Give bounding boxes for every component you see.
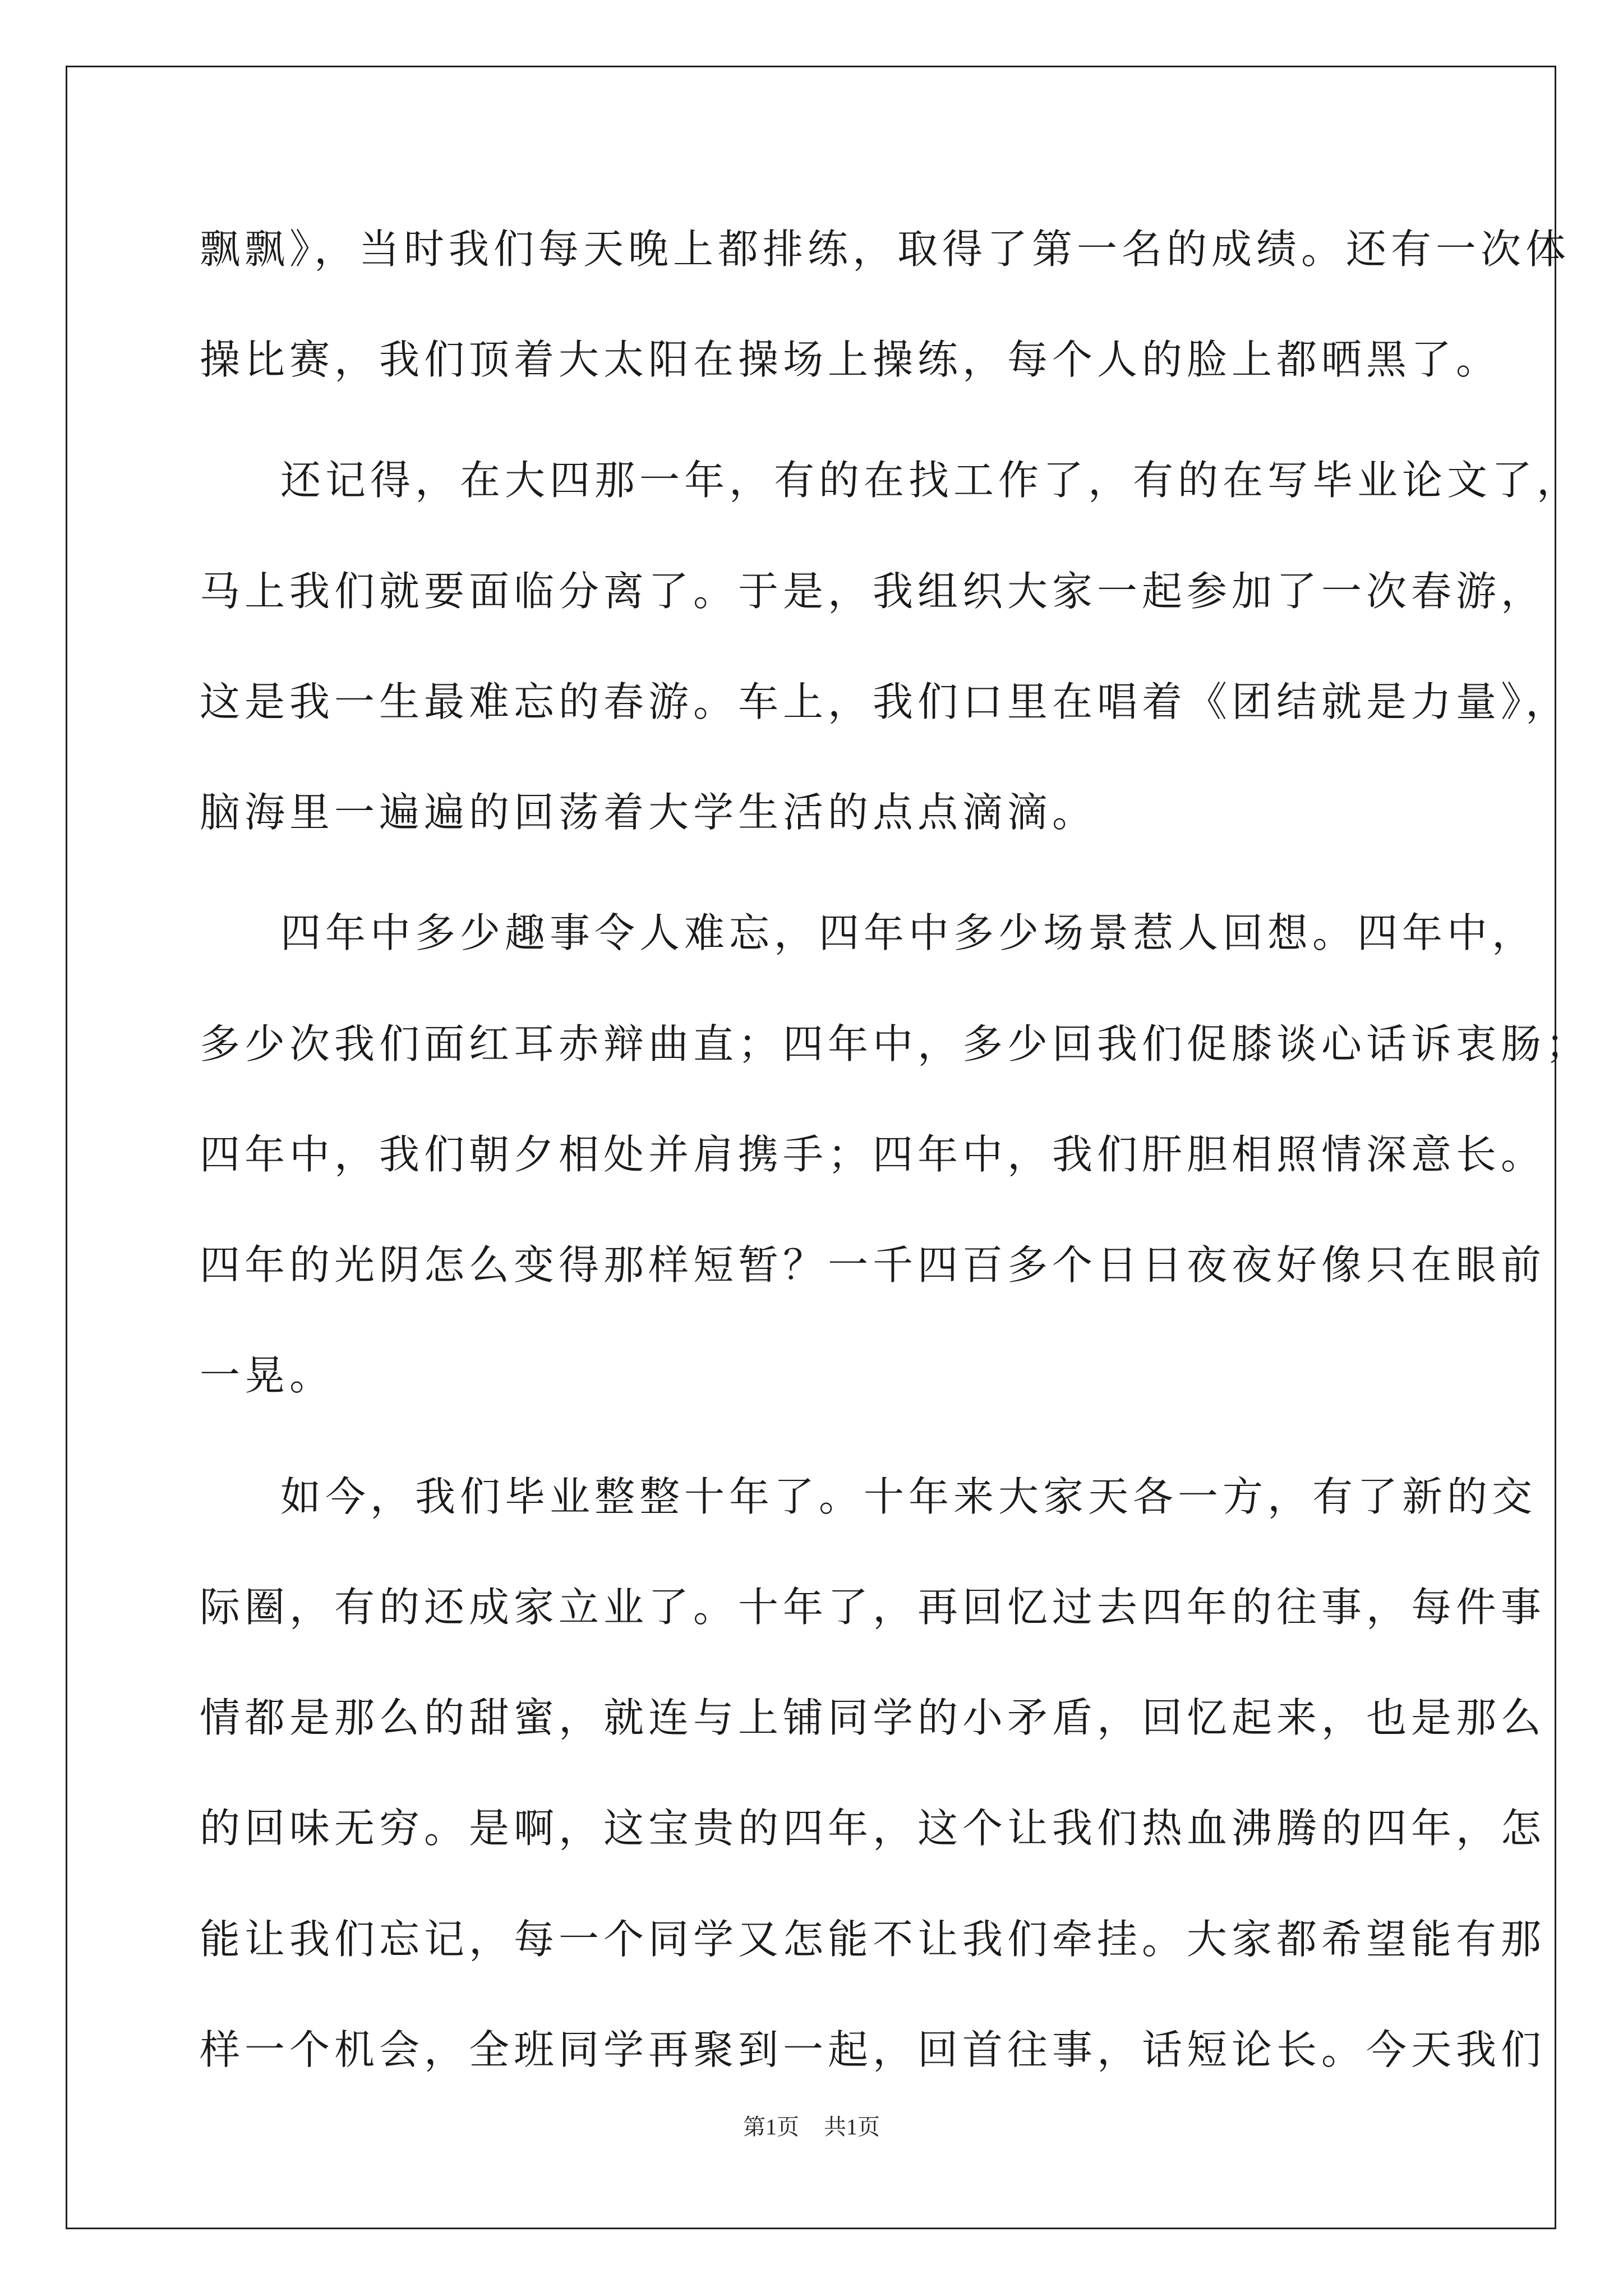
text-line: 情都是那么的甜蜜，就连与上铺同学的小矛盾，回忆起来，也是那么 <box>200 1694 1546 1741</box>
page-number: 第1页 <box>743 2114 799 2139</box>
text-line: 马上我们就要面临分离了。于是，我组织大家一起参加了一次春游， <box>200 568 1546 615</box>
text-line: 四年中，我们朝夕相处并肩携手；四年中，我们肝胆相照情深意长。 <box>200 1131 1546 1178</box>
text-line: 如今，我们毕业整整十年了。十年来大家天各一方，有了新的交 <box>280 1473 1537 1520</box>
text-line: 的回味无穷。是啊，这宝贵的四年，这个让我们热血沸腾的四年，怎 <box>200 1805 1546 1852</box>
text-line: 这是我一生最难忘的春游。车上，我们口里在唱着《团结就是力量》， <box>200 678 1571 725</box>
text-line: 操比赛，我们顶着大太阳在操场上操练，每个人的脸上都晒黑了。 <box>200 336 1501 383</box>
text-line: 样一个机会，全班同学再聚到一起，回首往事，话短论长。今天我们 <box>200 2026 1546 2073</box>
page-total: 共1页 <box>824 2114 880 2139</box>
text-line: 际圈，有的还成家立业了。十年了，再回忆过去四年的往事，每件事 <box>200 1584 1546 1631</box>
text-line: 还记得，在大四那一年，有的在找工作了，有的在写毕业论文了， <box>280 457 1582 504</box>
text-line: 能让我们忘记，每一个同学又怎能不让我们牵挂。大家都希望能有那 <box>200 1916 1546 1963</box>
text-line: 多少次我们面红耳赤辩曲直；四年中，多少回我们促膝谈心话诉衷肠； <box>200 1020 1591 1068</box>
page-footer <box>0 2115 1623 2139</box>
text-line: 脑海里一遍遍的回荡着大学生活的点点滴滴。 <box>200 789 1098 836</box>
text-line: 一晃。 <box>200 1352 335 1399</box>
text-line: 四年中多少趣事令人难忘，四年中多少场景惹人回想。四年中， <box>280 909 1537 956</box>
text-line: 四年的光阴怎么变得那样短暂？一千四百多个日日夜夜好像只在眼前 <box>200 1241 1546 1289</box>
text-line: 飘飘》，当时我们每天晚上都排练，取得了第一名的成绩。还有一次体 <box>200 226 1571 273</box>
